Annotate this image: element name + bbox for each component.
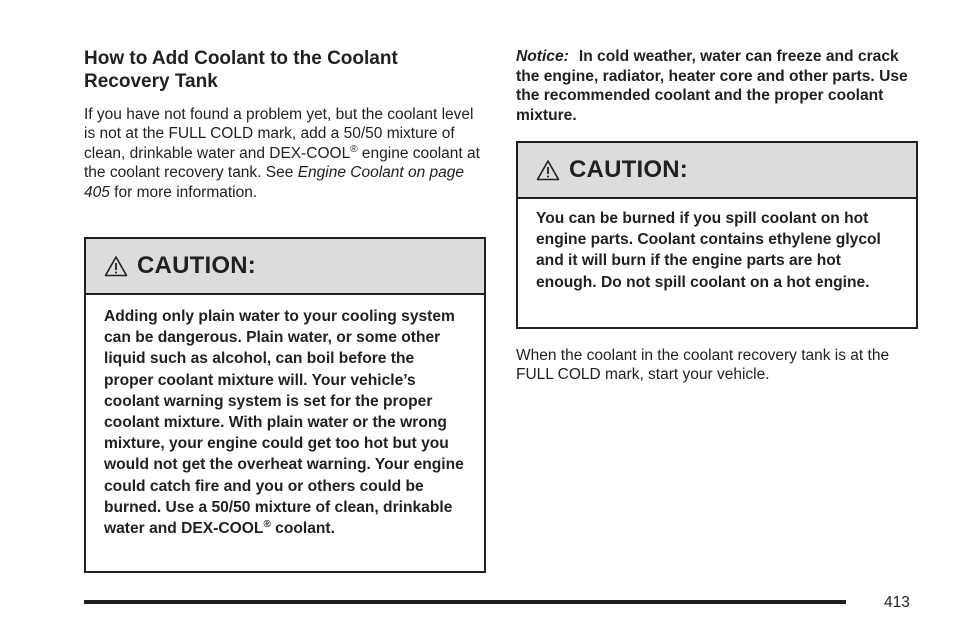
caution-header (518, 143, 916, 199)
caution-title: CAUTION: (569, 156, 688, 183)
intro-text-2: engine coolant at the coolant recovery tank. See (84, 144, 480, 182)
notice-label: Notice: (516, 48, 569, 65)
intro-text-1: If you have not found a problem yet, but the coolant level is not at the FULL COLD mark, add a 50/50 mixture of clean, drinkable water and DEX-COOL (84, 106, 474, 162)
caution-text (86, 295, 484, 539)
caution-box-hot-coolant (516, 141, 918, 329)
intro-paragraph (84, 105, 486, 202)
warning-triangle-icon (536, 159, 560, 181)
registered-mark: ® (263, 519, 271, 531)
caution-text-main: Adding only plain water to your cooling system can be dangerous. Plain water, or some other liquid such as alcohol, can boil before the proper coolant mixture will. Your vehicle’s coolant warning system is set for the proper coolant mixture. With plain water or the wrong mixture, your engine could get too hot but you would not get the overheat warning. Your engine could catch fire and you or others could be burned. Use a 50/50 mixture of clean, drinkable water and DEX-COOL (104, 308, 464, 538)
notice-text: In cold weather, water can freeze and crack the engine, radiator, heater core and other parts. Use the recommended coolant and the proper coolant mixture. (516, 48, 908, 124)
page-reference-link[interactable]: Engine Coolant on page 405 (84, 164, 465, 201)
caution-text-end: coolant. (270, 520, 335, 538)
footer-rule (84, 600, 846, 604)
notice-paragraph (516, 47, 918, 125)
caution-title: CAUTION: (137, 252, 256, 279)
caution-text: You can be burned if you spill coolant on hot engine parts. Coolant contains ethylene glycol and it will burn if the engine parts are hot enough. Do not spill coolant on a hot engine. (536, 210, 881, 291)
caution-header (86, 239, 484, 295)
caution-box-plain-water (84, 237, 486, 573)
registered-mark: ® (350, 143, 358, 155)
warning-triangle-icon (104, 255, 128, 277)
intro-text-3: for more information. (109, 183, 258, 201)
section-heading: How to Add Coolant to the Coolant Recovery Tank (84, 48, 398, 92)
closing-paragraph: When the coolant in the coolant recovery tank is at the FULL COLD mark, start your vehicle. (516, 347, 890, 384)
page-number: 413 (884, 594, 910, 611)
